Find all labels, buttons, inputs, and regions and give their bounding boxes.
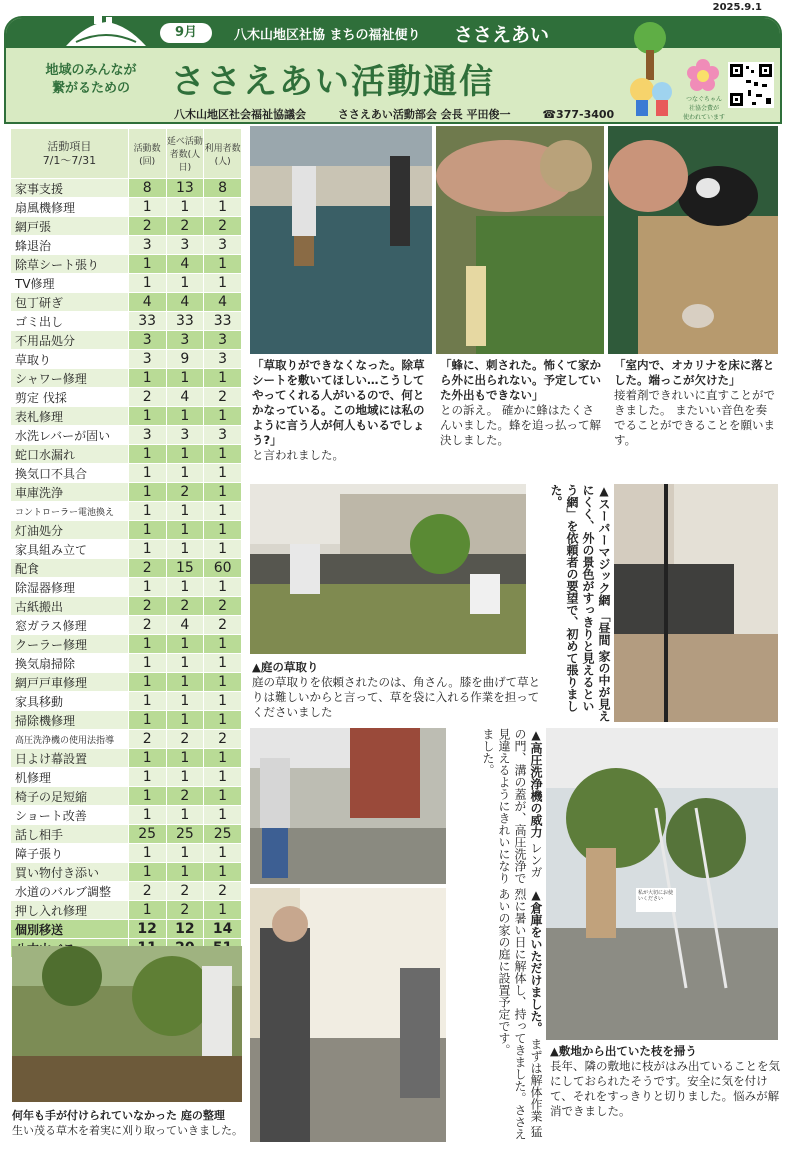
user-count: 1: [204, 502, 242, 521]
user-count: 3: [204, 426, 242, 445]
person-days: 4: [166, 616, 204, 635]
person-days: 1: [166, 711, 204, 730]
activity-name: TV修理: [11, 274, 129, 293]
branches-image: [546, 728, 778, 1040]
activity-count: 1: [128, 578, 166, 597]
user-count: 1: [204, 578, 242, 597]
user-count: 2: [204, 882, 242, 901]
user-count: 1: [204, 844, 242, 863]
activity-count: 2: [128, 616, 166, 635]
org-line: [174, 106, 642, 122]
table-row: [11, 844, 242, 863]
caption-garden: [252, 660, 542, 720]
person-days: 1: [166, 274, 204, 293]
table-row: [11, 217, 242, 236]
user-count: 14: [204, 920, 242, 939]
user-count: 3: [204, 331, 242, 350]
user-count: 1: [204, 445, 242, 464]
table-row: [11, 825, 242, 844]
activity-count: 1: [128, 749, 166, 768]
sign-text: 私が大切にお使いください: [638, 890, 674, 902]
table-row: [11, 749, 242, 768]
activity-name: 家具組み立て: [11, 540, 129, 559]
user-count: 25: [204, 825, 242, 844]
activity-count: 1: [128, 198, 166, 217]
activity-name: 押し入れ修理: [11, 901, 129, 920]
activity-name: 水洗レバーが固い: [11, 426, 129, 445]
person-days: 4: [166, 388, 204, 407]
table-row: [11, 483, 242, 502]
activity-count: 3: [128, 350, 166, 369]
garden-image: [250, 484, 526, 654]
table-row: [11, 521, 242, 540]
subtitle: [16, 62, 166, 98]
person-days: 1: [166, 578, 204, 597]
user-count: 2: [204, 597, 242, 616]
person-days: 1: [166, 464, 204, 483]
table-row: [11, 179, 242, 198]
user-count: 8: [204, 179, 242, 198]
activity-name: 車庫洗浄: [11, 483, 129, 502]
user-count: 33: [204, 312, 242, 331]
activity-count: 1: [128, 787, 166, 806]
activity-name: 水道のバルブ調整: [11, 882, 129, 901]
user-count: 1: [204, 749, 242, 768]
month-badge: 9月: [160, 23, 212, 43]
table-row: [11, 768, 242, 787]
mascot-caption: [674, 94, 734, 121]
person-days: 4: [166, 293, 204, 312]
activity-count: 2: [128, 388, 166, 407]
user-count: 1: [204, 863, 242, 882]
activity-count: 1: [128, 502, 166, 521]
activity-name: 除草シート張り: [11, 255, 129, 274]
table-row: [11, 407, 242, 426]
person-days: 13: [166, 179, 204, 198]
table-row: [11, 635, 242, 654]
user-count: 1: [204, 692, 242, 711]
activity-name: 窓ガラス修理: [11, 616, 129, 635]
person-days: 1: [166, 673, 204, 692]
activity-count: 33: [128, 312, 166, 331]
activity-count: 1: [128, 483, 166, 502]
person-days: 15: [166, 559, 204, 578]
user-count: 1: [204, 369, 242, 388]
yard-image: [12, 946, 242, 1102]
photo-ocarina: [608, 126, 778, 354]
user-count: 1: [204, 540, 242, 559]
activity-count: 1: [128, 635, 166, 654]
table-row: [11, 901, 242, 920]
user-count: 1: [204, 407, 242, 426]
table-row: [11, 578, 242, 597]
activity-name: 剪定 伐採: [11, 388, 129, 407]
activity-name: 日よけ幕設置: [11, 749, 129, 768]
activity-count: 8: [128, 179, 166, 198]
activity-count: 1: [128, 901, 166, 920]
subtitle-line2: 繋がるための: [51, 81, 130, 96]
table-row: [11, 616, 242, 635]
person-days: 1: [166, 654, 204, 673]
issue-date: 2025.9.1: [712, 2, 762, 13]
activity-count: 1: [128, 540, 166, 559]
activity-name: 古紙搬出: [11, 597, 129, 616]
photo-bees: [436, 126, 604, 354]
activity-name: 扇風機修理: [11, 198, 129, 217]
garden-head: ▲庭の草取り: [252, 660, 319, 674]
activity-name: 除湿器修理: [11, 578, 129, 597]
pressure-washer-image: [250, 728, 446, 884]
activity-name: 網戸張: [11, 217, 129, 236]
header-item-label: 活動項目: [47, 139, 92, 153]
town-silhouette-icon: [66, 14, 146, 46]
user-count: 3: [204, 350, 242, 369]
activity-count: 1: [128, 464, 166, 483]
person-days: 1: [166, 407, 204, 426]
caption-branches: [550, 1044, 780, 1119]
mesh-image: [614, 484, 778, 722]
activity-count: 1: [128, 863, 166, 882]
table-row: [11, 255, 242, 274]
person-days: 1: [166, 540, 204, 559]
person-days: 2: [166, 730, 204, 749]
table-row: [11, 711, 242, 730]
mascot-caption-3: 使われています: [682, 114, 725, 121]
activity-name: 配食: [11, 559, 129, 578]
branch-head: ▲敷地から出ていた枝を掃う: [550, 1044, 697, 1058]
bees-image: [436, 126, 604, 354]
user-count: 1: [204, 654, 242, 673]
header-period-label: 7/1～7/31: [42, 153, 97, 167]
user-count: 1: [204, 806, 242, 825]
caption-mesh: [528, 484, 612, 722]
activity-name: コントローラー電池換え: [11, 502, 129, 521]
activity-name: 灯油処分: [11, 521, 129, 540]
activity-name: クーラー修理: [11, 635, 129, 654]
table-row: [11, 559, 242, 578]
table-row: [11, 787, 242, 806]
pressure-body: レンガの門、溝の蓋が、高圧洗浄で見違えるようにきれいになりました。: [481, 728, 543, 884]
weed-sheet-quote: 「草取りができなくなった。除草シートを敷いてほしい…こうしてやってくれる人がいるので、何とかなっている。この地域には私のように言う人が何人もいるでしょう?」: [252, 358, 425, 447]
person-days: 1: [166, 806, 204, 825]
user-count: 1: [204, 901, 242, 920]
activity-name: ゴミ出し: [11, 312, 129, 331]
weed-sheet-tail: と言われました。: [252, 448, 344, 462]
caption-pressure-washer: [448, 728, 544, 884]
activity-name: 家具移動: [11, 692, 129, 711]
activity-name: 掃除機修理: [11, 711, 129, 730]
activity-count: 1: [128, 255, 166, 274]
activity-count: 2: [128, 597, 166, 616]
activity-count: 1: [128, 369, 166, 388]
mascot-tree-icon: [620, 20, 680, 120]
header-item: [11, 129, 129, 179]
caption-bees: [440, 358, 604, 448]
shed-body: まずは解体作業 猛烈に暑い日に解体し、持ってきました。ささえあいの家の庭に設置予定です。: [497, 888, 543, 1140]
person-days: 2: [166, 217, 204, 236]
branch-body: 長年、隣の敷地に枝がはみ出ていることを気にしておられたそうです。安全に気を付けて、それをすっきりと切りました。悩みが解消できました。: [550, 1059, 780, 1118]
table-row: [11, 331, 242, 350]
user-count: 1: [204, 635, 242, 654]
weed-sheet-image: [250, 126, 432, 354]
activity-count: 1: [128, 692, 166, 711]
activity-count: 1: [128, 844, 166, 863]
yard-body: 生い茂る草木を着実に刈り取っていきました。: [12, 1124, 243, 1137]
subtitle-line1: 地域のみんなが: [45, 63, 137, 78]
yard-head: 何年も手が付けられていなかった 庭の整理: [12, 1109, 225, 1122]
activity-name: 包丁研ぎ: [11, 293, 129, 312]
activity-count: 1: [128, 445, 166, 464]
table-row: [11, 293, 242, 312]
org-name: 八木山地区社会福祉協議会: [174, 108, 306, 121]
user-count: 2: [204, 616, 242, 635]
header-count: 活動数(回): [128, 129, 166, 179]
user-count: 1: [204, 464, 242, 483]
table-row: [11, 920, 242, 939]
activity-name: 換気扇掃除: [11, 654, 129, 673]
person-days: 1: [166, 521, 204, 540]
activity-count: 2: [128, 559, 166, 578]
activity-count: 12: [128, 920, 166, 939]
table-row: [11, 369, 242, 388]
dept-name: ささえあい活動部会 会長 平田俊一: [337, 108, 511, 121]
activity-count: 1: [128, 768, 166, 787]
band-text: 八木山地区社協 まちの福祉便り: [234, 28, 421, 43]
person-days: 25: [166, 825, 204, 844]
bee-tail: との訴え。 確かに蜂はたくさんいました。蜂を追っ払って解決しました。: [440, 403, 601, 447]
mesh-body: 「昼間 家の中が見えにくく、外の景色がすっきりと見えるという網」を依頼者の要望で、初めて張りました。: [549, 484, 611, 723]
person-days: 2: [166, 901, 204, 920]
user-count: 4: [204, 293, 242, 312]
photo-pressure-washer: [250, 728, 446, 884]
activity-count: 3: [128, 236, 166, 255]
activity-name: ショート改善: [11, 806, 129, 825]
band-title: ささえあい: [454, 24, 550, 46]
user-count: 1: [204, 787, 242, 806]
activity-count: 1: [128, 407, 166, 426]
activity-count: 2: [128, 730, 166, 749]
table-row: [11, 654, 242, 673]
user-count: 1: [204, 521, 242, 540]
activity-name: 草取り: [11, 350, 129, 369]
activity-name: 網戸戸車修理: [11, 673, 129, 692]
user-count: 1: [204, 711, 242, 730]
user-count: 1: [204, 255, 242, 274]
photo-yard: [12, 946, 242, 1102]
shed-image: [250, 888, 446, 1142]
activity-name: 話し相手: [11, 825, 129, 844]
table-row: [11, 730, 242, 749]
phone-number: ☎377-3400: [542, 108, 615, 121]
activity-count: 1: [128, 711, 166, 730]
table-row: [11, 350, 242, 369]
person-days: 1: [166, 844, 204, 863]
page-title: ささえあい活動通信: [171, 62, 495, 102]
shed-head: ▲倉庫をいただけました。: [529, 888, 543, 1034]
user-count: 2: [204, 217, 242, 236]
activity-name: 高圧洗浄機の使用法指導: [11, 730, 129, 749]
person-days: 1: [166, 635, 204, 654]
activity-name: 障子張り: [11, 844, 129, 863]
person-days: 4: [166, 255, 204, 274]
mesh-head: ▲スーパーマジック網: [597, 484, 611, 606]
person-days: 1: [166, 198, 204, 217]
table-row: [11, 236, 242, 255]
person-days: 1: [166, 768, 204, 787]
activity-count: 1: [128, 806, 166, 825]
person-days: 1: [166, 749, 204, 768]
header-users: 利用者数(人): [204, 129, 242, 179]
person-days: 2: [166, 483, 204, 502]
person-days: 2: [166, 597, 204, 616]
bee-quote: 「蜂に、刺された。怖くて家から外に出られない。予定していた外出もできない」: [440, 358, 601, 402]
masthead: [4, 16, 782, 124]
table-row: [11, 692, 242, 711]
activity-name: 家事支援: [11, 179, 129, 198]
garden-body: 庭の草取りを依頼されたのは、角さん。膝を曲げて草とりは難しいからと言って、草を袋に入れる作業を担ってくださいました: [252, 675, 541, 719]
activity-name: 蛇口水漏れ: [11, 445, 129, 464]
activity-name: 個別移送: [11, 920, 129, 939]
header-persondays: 延べ活動者数(人日): [166, 129, 204, 179]
photo-garden: [250, 484, 526, 654]
person-days: 1: [166, 692, 204, 711]
activity-count: 1: [128, 673, 166, 692]
activity-name: 買い物付き添い: [11, 863, 129, 882]
qr-code-icon[interactable]: [728, 62, 774, 108]
table-row: [11, 388, 242, 407]
person-days: 9: [166, 350, 204, 369]
person-days: 3: [166, 236, 204, 255]
activity-name: シャワー修理: [11, 369, 129, 388]
user-count: 1: [204, 768, 242, 787]
ocarina-image: [608, 126, 778, 354]
person-days: 1: [166, 369, 204, 388]
table-row: [11, 198, 242, 217]
activity-count: 3: [128, 426, 166, 445]
photo-mesh: [614, 484, 778, 722]
caption-yard: [12, 1108, 252, 1138]
table-row: [11, 312, 242, 331]
activity-count: 2: [128, 217, 166, 236]
ocarina-quote: 「室内で、オカリナを床に落とした。端っこが欠けた」: [614, 358, 775, 387]
activity-count: 3: [128, 331, 166, 350]
activity-count: 1: [128, 521, 166, 540]
mascot-caption-1: つなぐちゃん: [685, 96, 722, 103]
photo-shed: [250, 888, 446, 1142]
user-count: 2: [204, 388, 242, 407]
person-days: 2: [166, 787, 204, 806]
activity-count: 1: [128, 274, 166, 293]
activity-name: 机修理: [11, 768, 129, 787]
table-row: [11, 445, 242, 464]
activity-name: 椅子の足短縮: [11, 787, 129, 806]
table-row: [11, 882, 242, 901]
user-count: 60: [204, 559, 242, 578]
table-row: [11, 502, 242, 521]
person-days: 2: [166, 882, 204, 901]
table-row: [11, 673, 242, 692]
table-row: [11, 274, 242, 293]
photo-branches: [546, 728, 778, 1040]
table-row: [11, 540, 242, 559]
activity-count: 2: [128, 882, 166, 901]
person-days: 12: [166, 920, 204, 939]
activity-count: 1: [128, 654, 166, 673]
activity-name: 換気口不具合: [11, 464, 129, 483]
mascot-caption-2: 社協会費が: [688, 105, 719, 112]
person-days: 3: [166, 331, 204, 350]
user-count: 2: [204, 730, 242, 749]
table-row: [11, 464, 242, 483]
user-count: 3: [204, 236, 242, 255]
activity-count: 4: [128, 293, 166, 312]
caption-weed-sheet: [252, 358, 434, 463]
caption-ocarina: [614, 358, 778, 448]
caption-shed: [448, 888, 544, 1142]
user-count: 1: [204, 483, 242, 502]
pressure-head: ▲高圧洗浄機の威力: [529, 728, 543, 838]
user-count: 1: [204, 198, 242, 217]
person-days: 1: [166, 502, 204, 521]
user-count: 1: [204, 274, 242, 293]
activity-name: 不用品処分: [11, 331, 129, 350]
activity-name: 蜂退治: [11, 236, 129, 255]
flower-mascot-icon: [686, 58, 720, 92]
table-row: [11, 806, 242, 825]
photo-weed-sheet: [250, 126, 432, 354]
table-row: [11, 426, 242, 445]
person-days: 1: [166, 445, 204, 464]
person-days: 3: [166, 426, 204, 445]
ocarina-tail: 接着剤できれいに直すことができました。 またいい音色を奏でることができることを願います。: [614, 388, 775, 447]
user-count: 1: [204, 673, 242, 692]
person-days: 1: [166, 863, 204, 882]
table-row: [11, 597, 242, 616]
activity-count: 25: [128, 825, 166, 844]
table-row: [11, 863, 242, 882]
activity-table: [10, 128, 242, 958]
activity-name: 表札修理: [11, 407, 129, 426]
person-days: 33: [166, 312, 204, 331]
